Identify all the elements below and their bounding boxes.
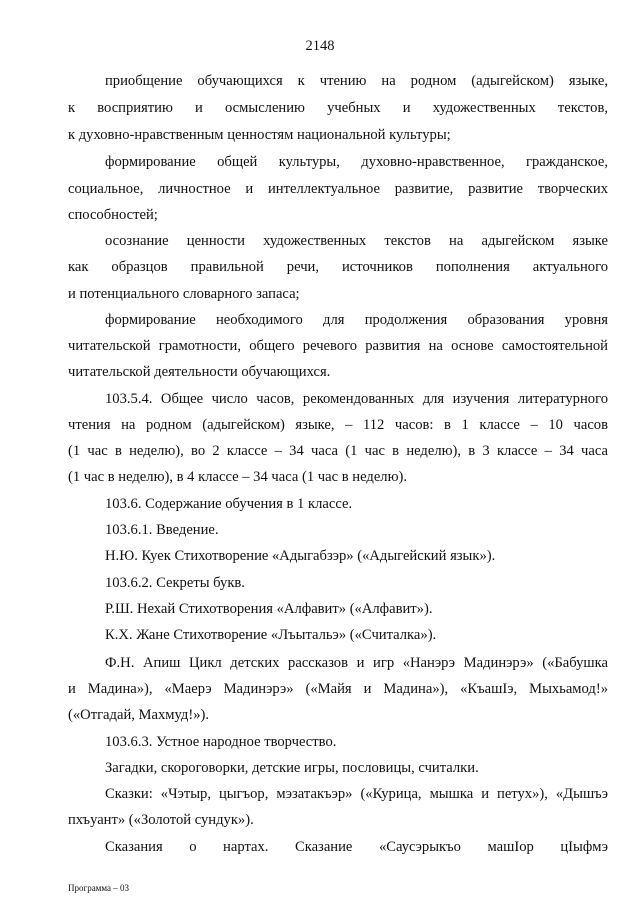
text-line: и Мадина»), «Маерэ Мадинэрэ» («Майя и Мадина»), «КъашIэ, Мыхьамод!» (68, 681, 608, 697)
text-line: Р.Ш. Нехай Стихотворения «Алфавит» («Алфавит»). (105, 601, 433, 617)
page-number: 2148 (305, 38, 335, 54)
text-line: К.Х. Жане Стихотворение «Лъытальэ» («Считалка»). (105, 627, 437, 643)
text-line: чтения на родном (адыгейском) языке, – 112 часов: в 1 классе – 10 часов (68, 417, 608, 433)
text-line: как образцов правильной речи, источников пополнения актуального (68, 259, 608, 275)
text-line: читательской грамотности, общего речевого развития на основе самостоятельной (68, 338, 608, 354)
text-line: читательской деятельности обучающихся. (68, 364, 331, 380)
text-line: Сказания о нартах. Сказание «Саусэрыкъо машIор цIыфмэ (105, 839, 608, 855)
text-line: 103.6. Содержание обучения в 1 классе. (105, 496, 353, 512)
text-line: Ф.Н. Апиш Цикл детских рассказов и игр «Нанэрэ Мадинэрэ» («Бабушка (105, 655, 608, 671)
text-line: Н.Ю. Куек Стихотворение «Адыгабзэр» («Адыгейский язык»). (105, 548, 496, 564)
text-line: к восприятию и осмыслению учебных и художественных текстов, (68, 100, 608, 116)
text-line: 103.6.1. Введение. (105, 522, 219, 538)
text-line: 103.6.3. Устное народное творчество. (105, 734, 337, 750)
text-line: 103.5.4. Общее число часов, рекомендованных для изучения литературного (105, 391, 608, 407)
footer-label: Программа – 03 (68, 883, 130, 893)
text-line: способностей; (68, 207, 158, 223)
text-line: («Отгадай, Махмуд!»). (68, 707, 209, 723)
text-line: Сказки: «Чэтыр, цыгъор, мэзатакъэр» («Курица, мышка и петух»), «Дышъэ (105, 786, 608, 802)
text-line: (1 час в неделю), в 4 классе – 34 часа (1 час в неделю). (68, 469, 407, 485)
text-line: к духовно-нравственным ценностям национальной культуры; (68, 127, 451, 143)
text-line: 103.6.2. Секреты букв. (105, 575, 245, 591)
text-line: формирование необходимого для продолжения образования уровня (105, 312, 608, 328)
text-line: Загадки, скороговорки, детские игры, пословицы, считалки. (105, 760, 479, 776)
text-line: и потенциального словарного запаса; (68, 286, 300, 302)
text-line: формирование общей культуры, духовно-нравственное, гражданское, (105, 154, 608, 170)
text-line: (1 час в неделю), во 2 классе – 34 часа (1 час в неделю), в 3 классе – 34 часа (68, 443, 608, 459)
text-line: осознание ценности художественных текстов на адыгейском языке (105, 233, 608, 249)
text-line: социальное, личностное и интеллектуальное развитие, развитие творческих (68, 181, 608, 197)
text-line: пхъуант» («Золотой сундук»). (68, 812, 254, 828)
text-line: приобщение обучающихся к чтению на родном (адыгейском) языке, (105, 73, 608, 89)
